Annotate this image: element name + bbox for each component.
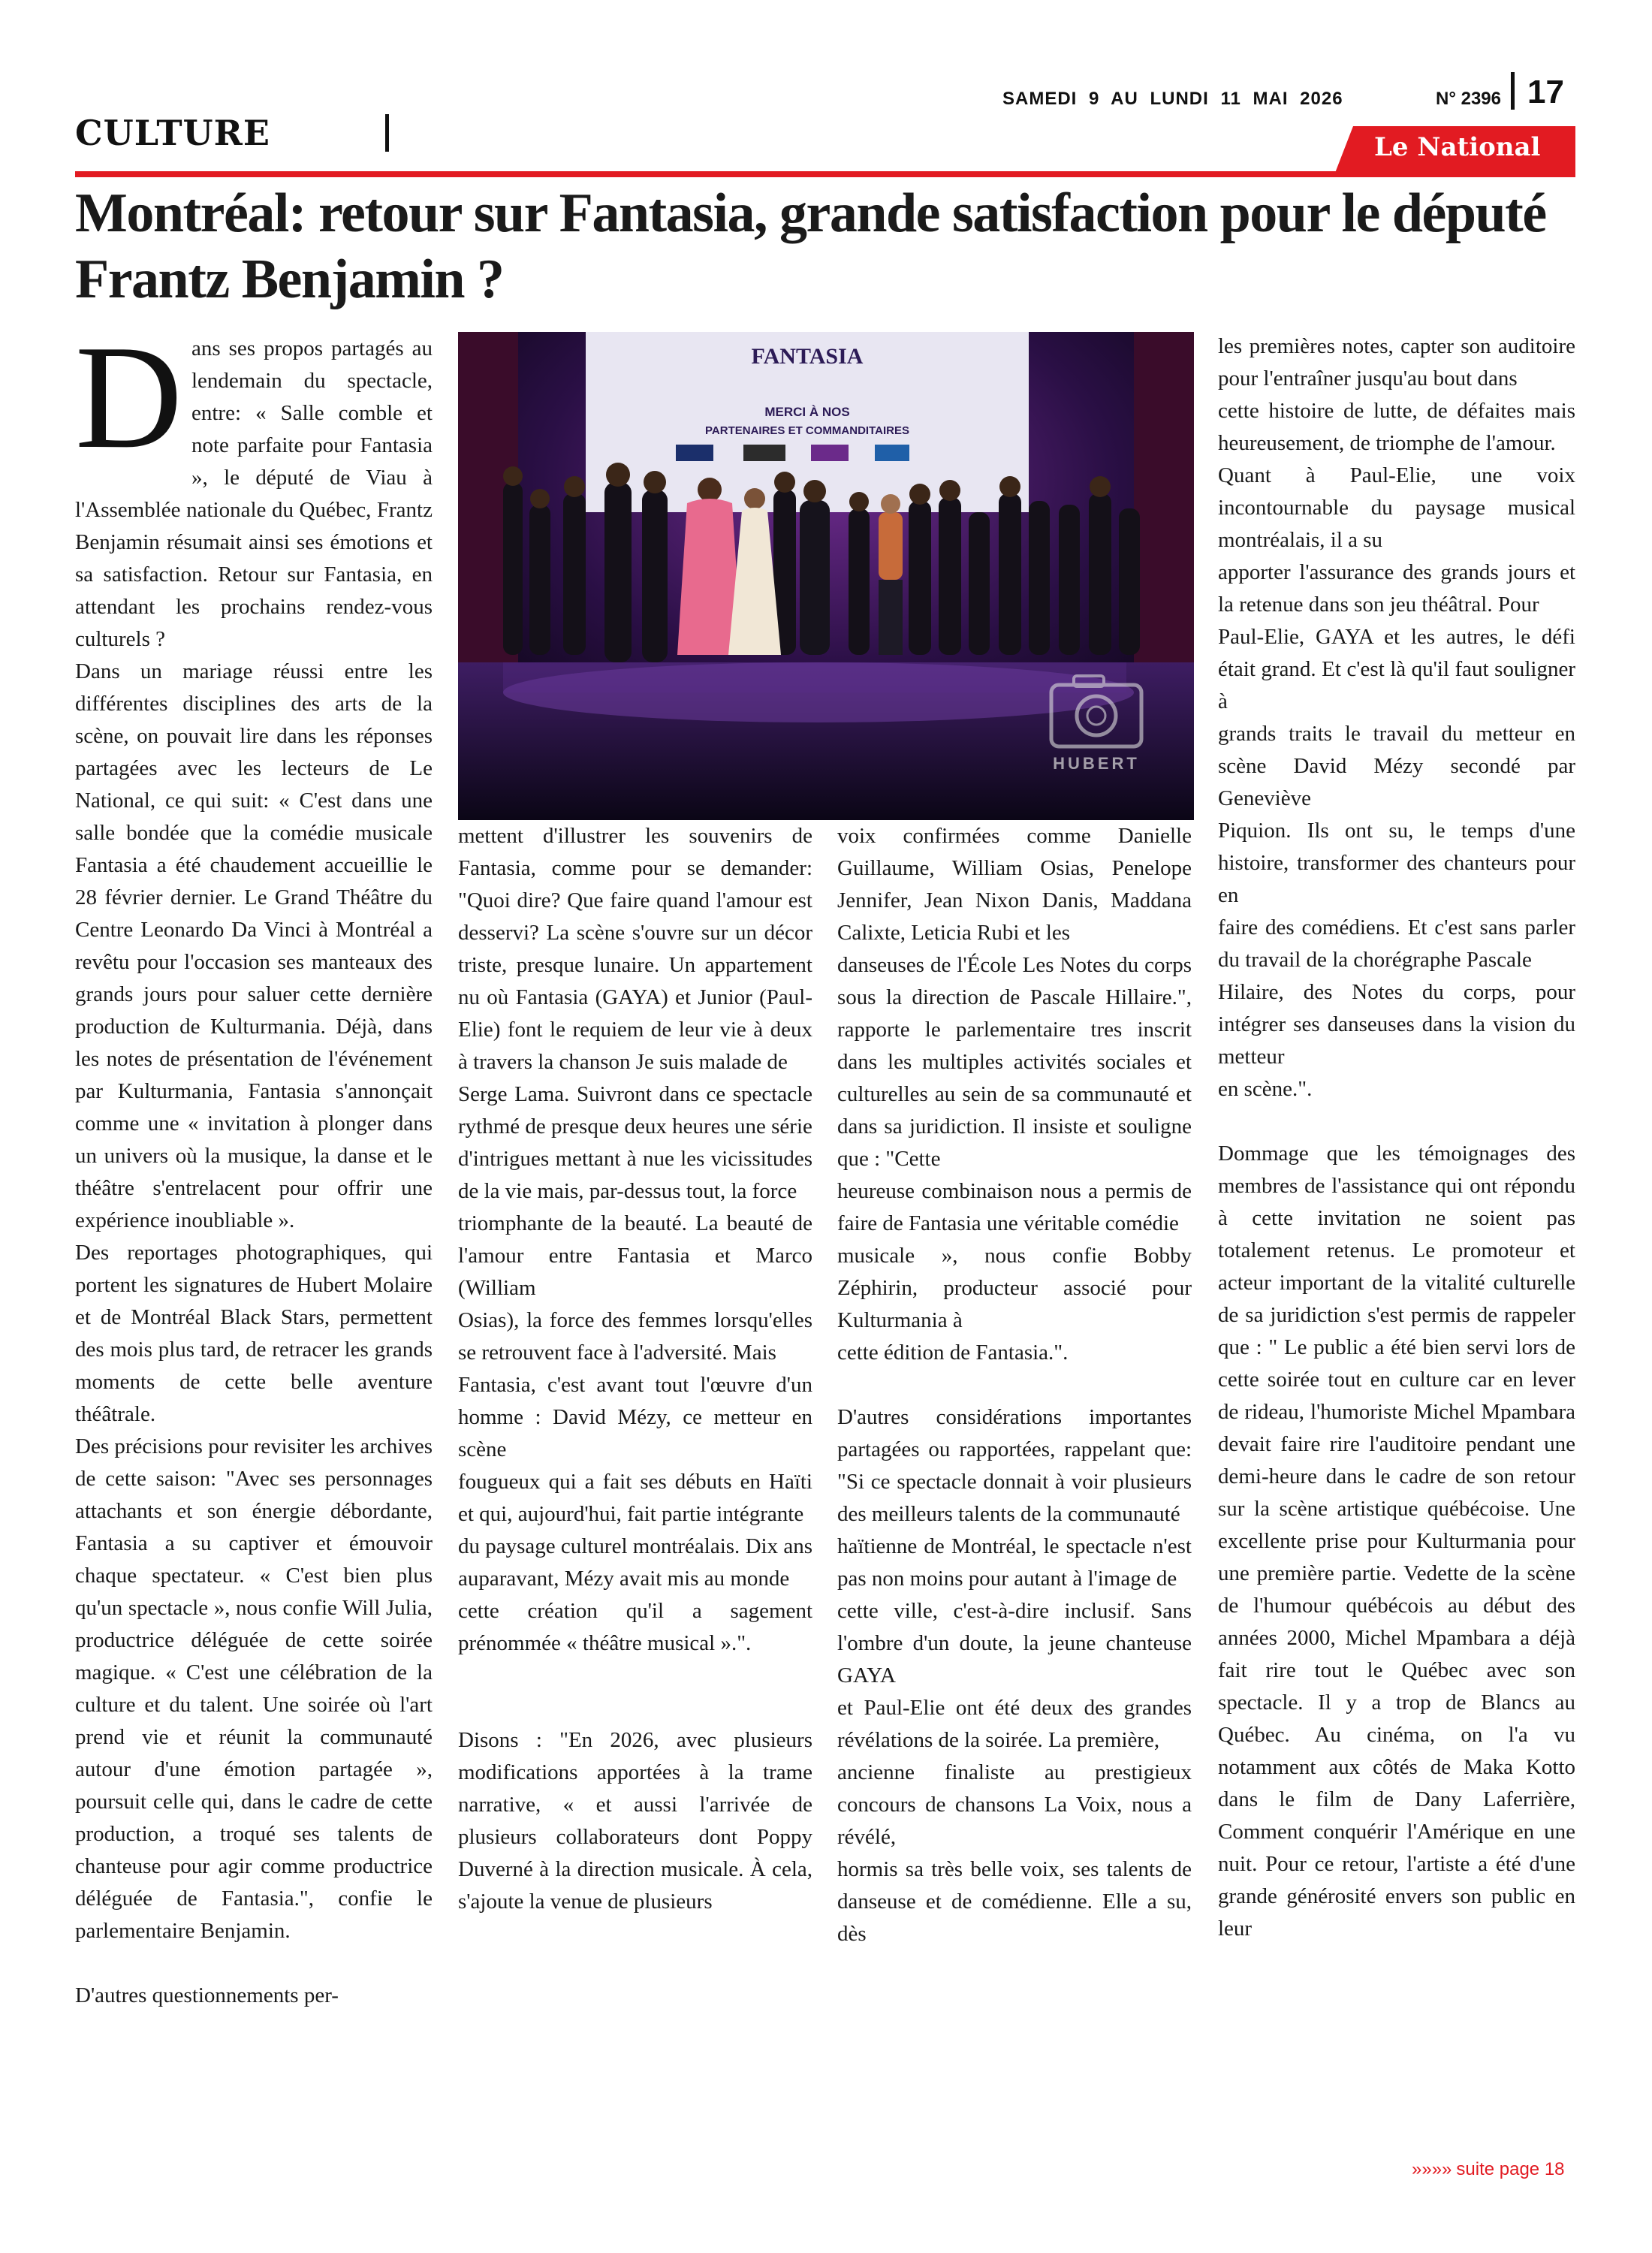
continuation-link[interactable] — [1412, 2159, 1565, 2180]
paragraph: Quant à Paul-Elie, une voix incontournable du paysage musical montréalais, il a su — [1218, 463, 1575, 552]
paragraph: cette création qu'il a sagement prénommée « théâtre musical ».". — [458, 1599, 812, 1655]
paragraph: haïtienne de Montréal, le spectacle n'est pas non moins pour autant à l'image de — [837, 1534, 1192, 1591]
article-column-2 — [458, 820, 812, 2143]
paragraph: Dommage que les témoignages des membres de l'assistance qui ont répondu à cette invitation ne soient pas totalement retenus. Le promoteur et acteur important de la vitalité culturelle de sa juridiction s'est permis de rappeler que : " Le public a été bien servi lors de cette soirée tout en culture car en lever de rideau, l'humoriste Michel Mpambara devait faire rire l'auditoire pendant une demi-heure dans le cadre de son retour sur la scène artistique québécoise. Une excellente prise pour Kulturmania pour une première partie. Vedette de la scène de l'humour québécois au début des années 2000, Michel Mpambara a déjà fait rire tout le Québec avec son spectacle. Il y a trop de Blancs au Québec. Au cinéma, on l'a vu notamment aux côtés de Maka Kotto dans le film de Dany Laferrière, Comment conquérir l'Amérique en une nuit. Pour ce retour, l'artiste a été d'une grande générosité envers son public en leur — [1218, 1142, 1575, 1941]
section-label: CULTURE — [75, 113, 270, 153]
paragraph: mettent d'illustrer les souvenirs de Fantasia, comme pour se demander: "Quoi dire? Que faire quand l'amour est desservi? La scène s'ouvre sur un décor triste, presque lunaire. Un appartement nu où Fantasia (GAYA) et Junior (Paul-Elie) font le requiem de leur vie à deux à travers la chanson Je suis malade de — [458, 824, 812, 1074]
page-number: 17 — [1527, 74, 1564, 110]
paragraph: en scène.". — [1218, 1077, 1313, 1101]
paragraph: danseuses de l'École Les Notes du corps sous la direction de Pascale Hillaire.", rapporte le parlementaire tres inscrit dans les multiples activités sociales et culturelles au sein de sa communauté et dans sa juridiction. Il insiste et souligne que : "Cette — [837, 953, 1192, 1171]
paragraph: hormis sa très belle voix, ses talents de danseuse et de comédienne. Elle a su, dès — [837, 1857, 1192, 1946]
screen-logo: FANTASIA — [751, 344, 864, 369]
section-divider — [385, 114, 389, 152]
paragraph: cette ville, c'est-à-dire inclusif. Sans l'ombre d'un doute, la jeune chanteuse GAYA — [837, 1599, 1192, 1687]
continuation-text: suite page 18 — [1456, 2159, 1565, 2179]
header-rule — [75, 171, 1575, 177]
paragraph: Disons : "En 2026, avec plusieurs modifications apportées à la trame narrative, « et aussi l'arrivée de plusieurs collaborateurs dont Poppy Duverné à la direction musicale. À cela, s'ajoute la venue de plusieurs — [458, 1728, 812, 1914]
article-column-1 — [75, 333, 433, 2143]
article-headline: Montréal: retour sur Fantasia, grande satisfaction pour le député Frantz Benjamin ? — [75, 182, 1546, 310]
paragraph: Piquion. Ils ont su, le temps d'une histoire, transformer des chanteurs pour en — [1218, 819, 1575, 907]
paragraph: musicale », nous confie Bobby Zéphirin, producteur associé pour Kulturmania à — [837, 1244, 1192, 1332]
paragraph: faire des comédiens. Et c'est sans parler du travail de la chorégraphe Pascale — [1218, 915, 1575, 972]
paragraph: fougueux qui a fait ses débuts en Haïti et qui, aujourd'hui, fait partie intégrante — [458, 1470, 812, 1526]
issue-number: N° 2396 — [1436, 89, 1501, 109]
paragraph: heureuse combinaison nous a permis de faire de Fantasia une véritable comédie — [837, 1179, 1192, 1235]
paragraph: ancienne finaliste au prestigieux concours de chansons La Voix, nous a révélé, — [837, 1760, 1192, 1849]
paragraph: Paul-Elie, GAYA et les autres, le défi était grand. Et c'est là qu'il faut souligner à — [1218, 625, 1575, 713]
drop-cap: D — [75, 333, 182, 479]
paragraph: D'autres questionnements per- — [75, 1983, 339, 2007]
paragraph: D'autres considérations importantes partagées ou rapportées, rappelant que: "Si ce spectacle donnait à voir plusieurs des meilleurs talents de la communauté — [837, 1405, 1192, 1526]
paragraph: du paysage culturel montréalais. Dix ans auparavant, Mézy avait mis au monde — [458, 1534, 812, 1591]
paragraph: Des précisions pour revisiter les archives de cette saison: "Avec ses personnages attachants et son énergie débordante, Fantasia a su captiver et émouvoir chaque spectateur. « C'est bien plus qu'un spectacle », nous confie Will Julia, productrice déléguée de cette soirée magique. « C'est une célébration de la culture et du talent. Une soirée où l'art prend vie et réunit la communauté autour d'une émotion partagée », poursuit celle qui, dans le cadre de cette production, a troqué ses talents de chanteuse pour agir comme productrice déléguée de Fantasia.", confie le parlementaire Benjamin. — [75, 1434, 433, 1943]
paragraph: les premières notes, capter son auditoire pour l'entraîner jusqu'au bout dans — [1218, 334, 1575, 391]
continuation-arrows: »»»» — [1412, 2159, 1452, 2179]
article-photo — [458, 332, 1194, 820]
photo-watermark: HUBERT — [1053, 754, 1140, 773]
page-number-divider — [1511, 72, 1515, 110]
screen-text-line-2: PARTENAIRES ET COMMANDITAIRES — [705, 424, 909, 437]
brand-name: Le National — [1374, 132, 1541, 162]
paragraph: Des reportages photographiques, qui portent les signatures de Hubert Molaire et de Montréal Black Stars, permettent des mois plus tard, de retracer les grands moments de cette belle aventure théâtrale. — [75, 1241, 433, 1426]
paragraph: Serge Lama. Suivront dans ce spectacle rythmé de presque deux heures une série — [458, 1082, 812, 1139]
paragraph: cette édition de Fantasia.". — [837, 1341, 1069, 1365]
paragraph: ans ses propos partagés au lendemain du spectacle, entre: « Salle comble et note parfaite pour Fantasia », le député de Viau à l'Assemblée nationale du Québec, Frantz Benjamin résumait ainsi ses émotions et sa satisfaction. Retour sur Fantasia, en attendant les prochains rendez-vous culturels ? — [75, 336, 433, 651]
issue-date: SAMEDI 9 AU LUNDI 11 MAI 2026 — [1002, 89, 1343, 109]
article-column-3 — [837, 820, 1192, 2143]
paragraph: grands traits le travail du metteur en scène David Mézy secondé par Geneviève — [1218, 722, 1575, 810]
article-column-4 — [1218, 330, 1575, 2143]
paragraph: et Paul-Elie ont été deux des grandes révélations de la soirée. La première, — [837, 1696, 1192, 1752]
paragraph: Fantasia, c'est avant tout l'œuvre d'un homme : David Mézy, ce metteur en scène — [458, 1373, 812, 1461]
paragraph: d'intrigues mettant à nue les vicissitudes de la vie mais, par-dessus tout, la force — [458, 1147, 812, 1203]
paragraph: Dans un mariage réussi entre les différentes disciplines des arts de la scène, on pouvait lire dans les réponses partagées avec les lecteurs de Le National, ce qui suit: « C'est dans une salle bondée que la comédie musicale Fantasia a été chaudement accueillie le 28 février dernier. Le Grand Théâtre du Centre Leonardo Da Vinci à Montréal a revêtu pour l'occasion ses manteaux des grands jours pour saluer cette dernière production de Kulturmania. Déjà, dans les notes de présentation de l'événement par Kulturmania, Fantasia s'annonçait comme une « invitation à plonger dans un univers où la musique, la danse et le théâtre s'entrelacent pour offrir une expérience inoubliable ». — [75, 659, 433, 1232]
paragraph: Osias), la force des femmes lorsqu'elles se retrouvent face à l'adversité. Mais — [458, 1308, 812, 1365]
paragraph: voix confirmées comme Danielle Guillaume, William Osias, Penelope Jennifer, Jean Nixon Danis, Maddana Calixte, Leticia Rubi et les — [837, 824, 1192, 945]
paragraph: triomphante de la beauté. La beauté de l'amour entre Fantasia et Marco (William — [458, 1211, 812, 1300]
screen-text-line-1: MERCI À NOS — [764, 405, 850, 419]
paragraph: cette histoire de lutte, de défaites mais heureusement, de triomphe de l'amour. — [1218, 399, 1575, 455]
paragraph: Hilaire, des Notes du corps, pour intégrer ses danseuses dans la vision du metteur — [1218, 980, 1575, 1069]
paragraph: apporter l'assurance des grands jours et la retenue dans son jeu théâtral. Pour — [1218, 560, 1575, 617]
